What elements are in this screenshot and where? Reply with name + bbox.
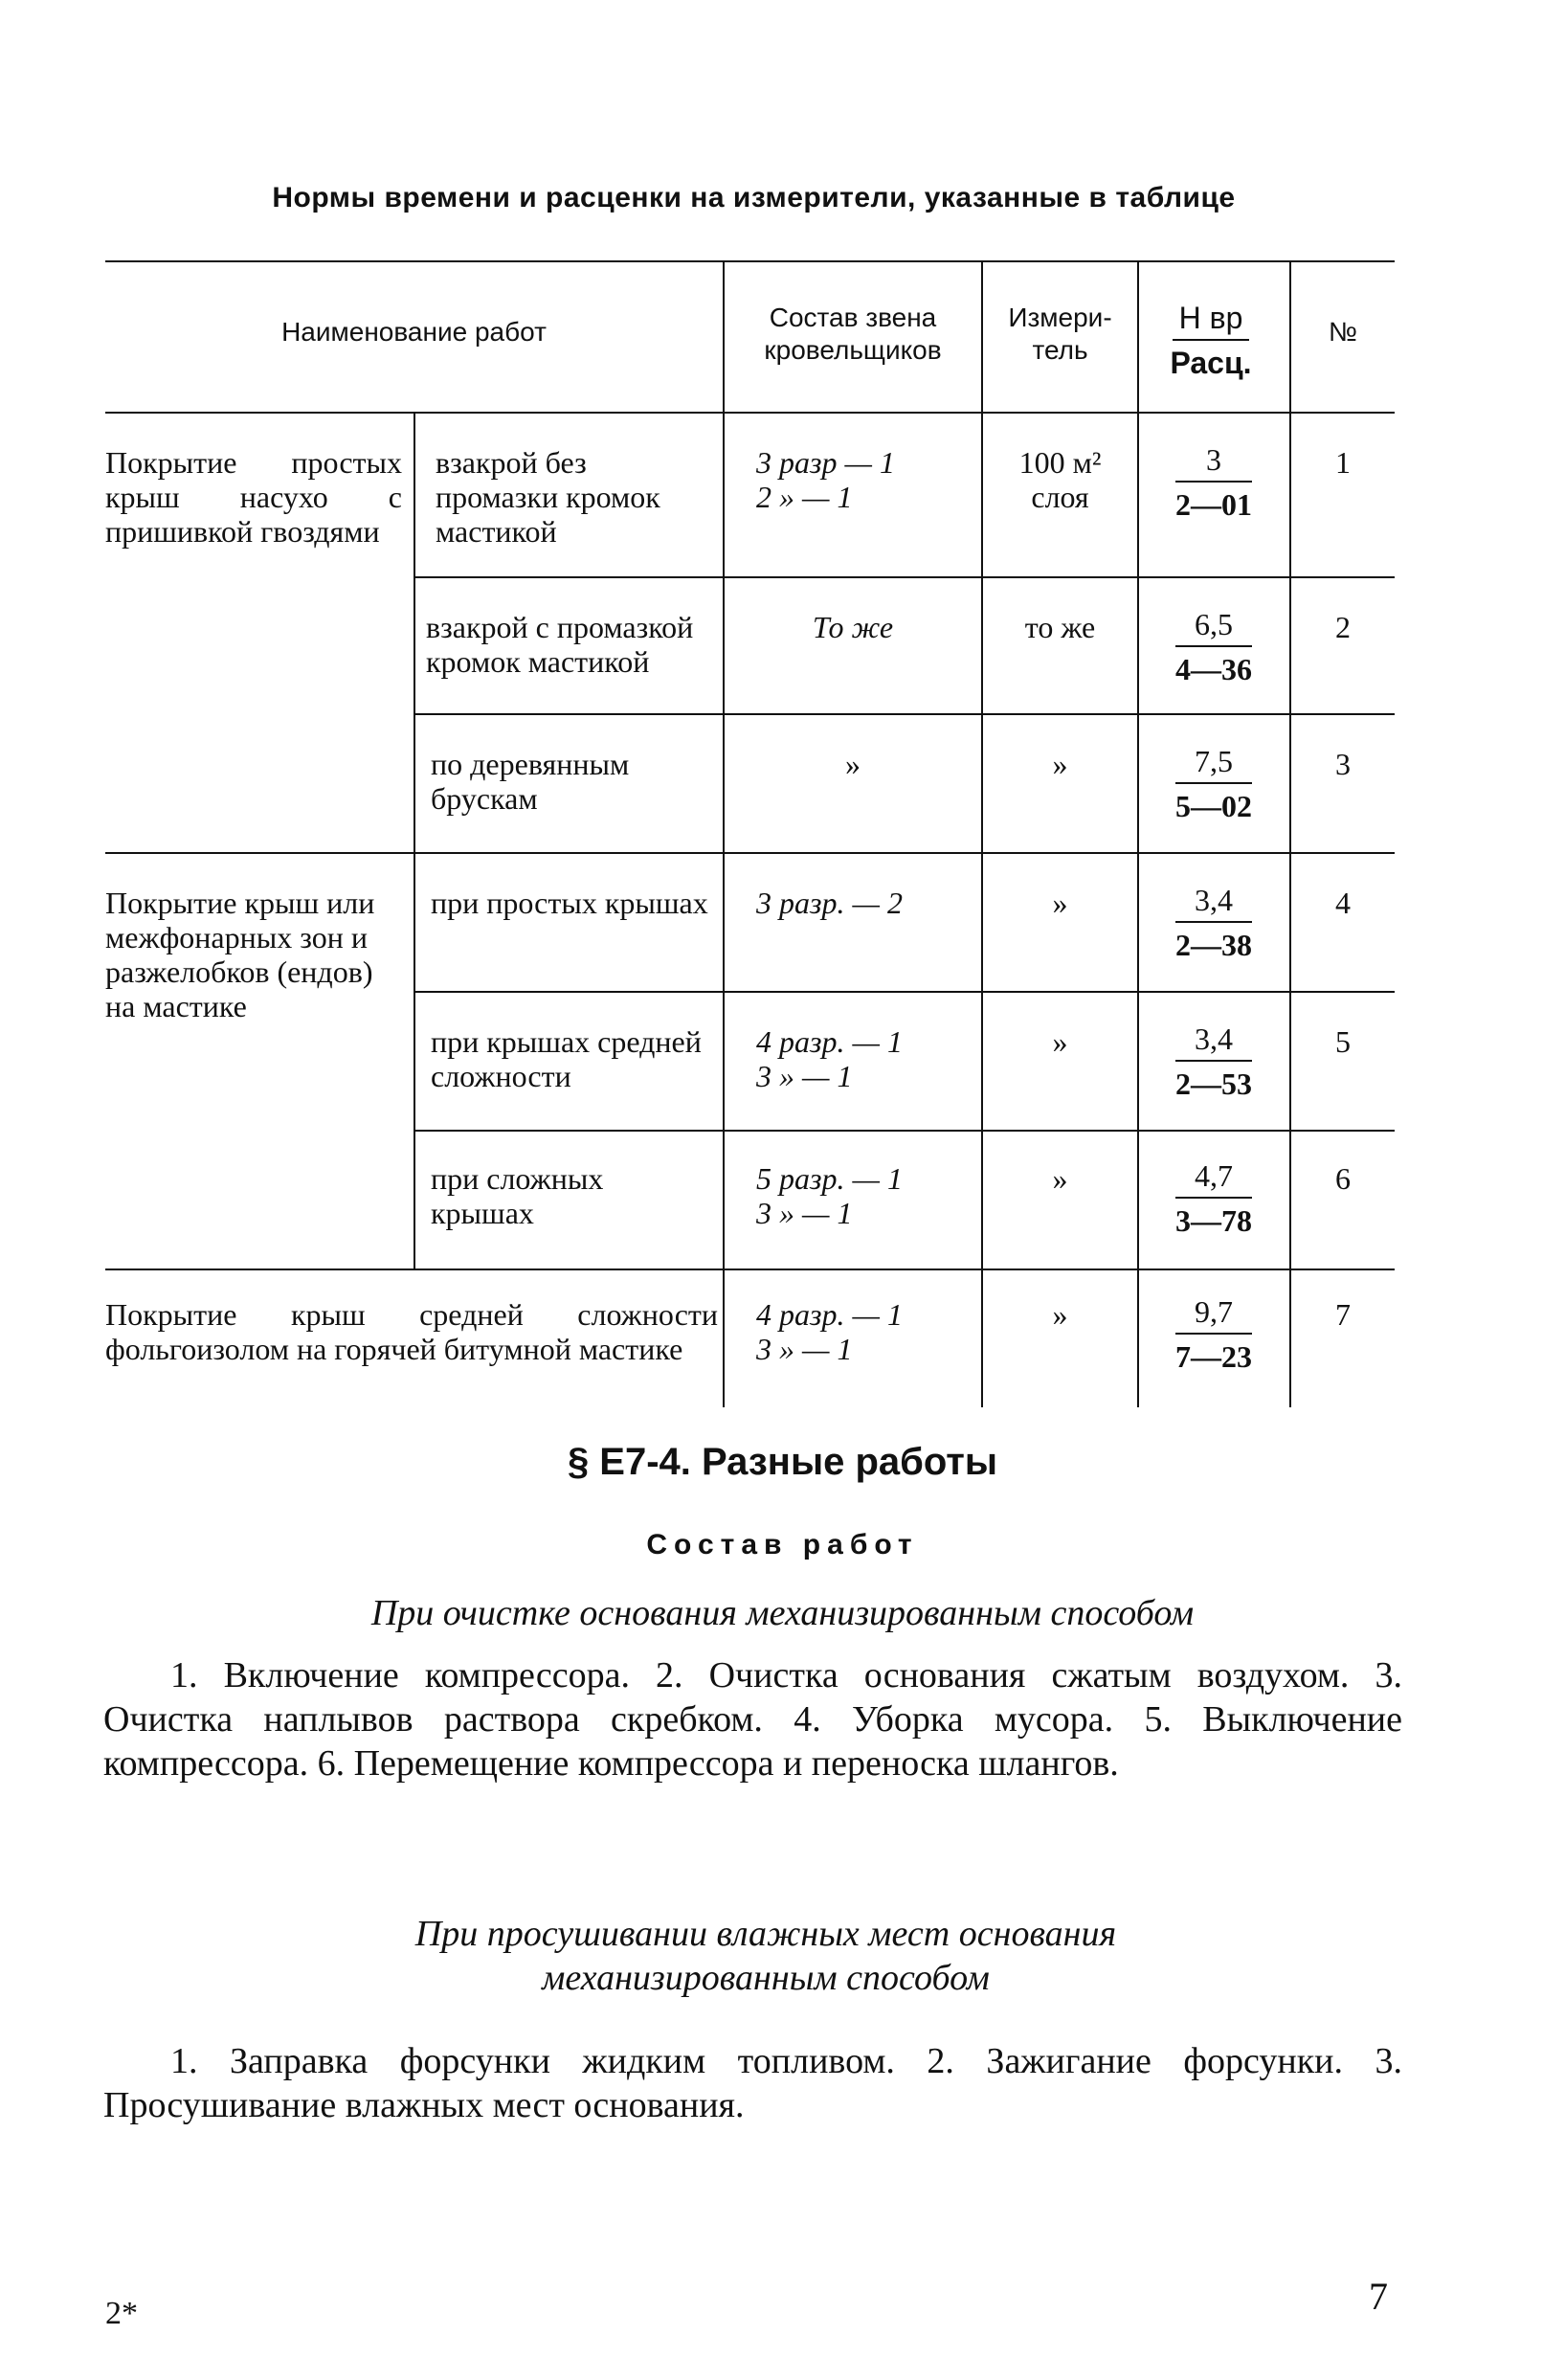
header-hvr: Н вр [1178, 301, 1243, 335]
row-hvr: 4,7 [1195, 1158, 1233, 1193]
row-hvr: 3 [1206, 442, 1221, 477]
row-norm [1156, 440, 1271, 523]
row-unit: 100 м² слоя [1018, 445, 1102, 514]
section-subtitle: Состав работ [646, 1529, 919, 1560]
row-subtitle: при простых крышах [431, 886, 708, 920]
row-unit: » [1052, 1161, 1068, 1196]
row-norm [1156, 1020, 1271, 1102]
row-unit: то же [1024, 610, 1096, 644]
header-no: № [1328, 317, 1358, 347]
row-subtitle: при крышах средней сложности [431, 1024, 702, 1093]
row-norm [1156, 742, 1271, 824]
group-label: Покрытие крыш или межфонарных зон и разжелобков (ендов) на мастике [105, 886, 375, 1023]
header-unit: Измери-тель [1008, 303, 1112, 365]
row-no: 6 [1335, 1161, 1351, 1196]
row-crew: 5 разр. — 1 3 » — 1 [756, 1161, 903, 1230]
header-norm [1153, 299, 1268, 381]
row-subtitle: по деревянным брускам [431, 747, 630, 816]
row-hvr: 7,5 [1195, 744, 1233, 778]
row-unit: » [1052, 747, 1068, 781]
row-no: 1 [1335, 445, 1351, 480]
row-subtitle: взакрой без промазки кромок мастикой [436, 445, 660, 549]
row-hvr: 9,7 [1195, 1294, 1233, 1329]
row-crew: 4 разр. — 1 3 » — 1 [756, 1024, 903, 1093]
row-rate: 4—36 [1175, 652, 1252, 686]
row-no: 3 [1335, 747, 1351, 781]
group-label: Покрытие простых крыш насухо с пришивкой гвоздями [105, 445, 402, 549]
row-rate: 2—01 [1175, 487, 1252, 522]
row-subtitle: при сложных крышах [431, 1161, 604, 1230]
block-text: 1. Заправка форсунки жидким топливом. 2. Зажигание форсунки. 3. Просушивание влажных мест основания. [103, 2041, 1402, 2125]
block-heading: При просушивании влажных мест основания механизированным способом [414, 1914, 1117, 1998]
row-crew: 4 разр. — 1 3 » — 1 [756, 1297, 903, 1366]
row-unit: » [1052, 1297, 1068, 1332]
row-crew: 3 разр. — 2 [756, 886, 903, 920]
row-hvr: 3,4 [1195, 883, 1233, 917]
row-hvr: 6,5 [1195, 607, 1233, 641]
block-heading: При очистке основания механизированным способом [370, 1593, 1195, 1633]
row-no: 5 [1335, 1024, 1351, 1059]
row-crew: То же [812, 610, 894, 644]
row-no: 7 [1335, 1297, 1351, 1332]
row-hvr: 3,4 [1195, 1022, 1233, 1056]
row-no: 4 [1335, 886, 1351, 920]
header-rate: Расц. [1170, 346, 1252, 380]
row-norm [1156, 881, 1271, 963]
row-rate: 2—38 [1175, 928, 1252, 962]
page-number: 7 [1369, 2275, 1388, 2318]
row-norm [1156, 1156, 1271, 1239]
row-subtitle: Покрытие крыш средней сложности фольгоизолом на горячей битумной мастике [105, 1297, 718, 1366]
section-title: § Е7-4. Разные работы [567, 1441, 998, 1483]
header-crew: Состав звена кровельщиков [764, 303, 942, 365]
row-unit: » [1052, 886, 1068, 920]
row-rate: 7—23 [1175, 1339, 1252, 1374]
signature-mark: 2* [105, 2296, 138, 2331]
row-rate: 5—02 [1175, 789, 1252, 823]
block-text: 1. Включение компрессора. 2. Очистка основания сжатым воздухом. 3. Очистка наплывов раствора скребком. 4. Уборка мусора. 5. Выключение компрессора. 6. Перемещение компрессора и переноска шлангов. [103, 1655, 1402, 1784]
row-rate: 3—78 [1175, 1203, 1252, 1238]
row-subtitle: взакрой с промазкой кромок мастикой [426, 610, 694, 679]
row-norm [1156, 605, 1271, 687]
row-unit: » [1052, 1024, 1068, 1059]
row-crew: 3 разр — 1 2 » — 1 [756, 445, 895, 514]
table-caption: Нормы времени и расценки на измерители, указанные в таблице [272, 182, 1236, 213]
row-norm [1156, 1292, 1271, 1375]
header-name: Наименование работ [281, 317, 547, 347]
row-no: 2 [1335, 610, 1351, 644]
row-rate: 2—53 [1175, 1067, 1252, 1101]
row-crew: » [845, 747, 861, 781]
